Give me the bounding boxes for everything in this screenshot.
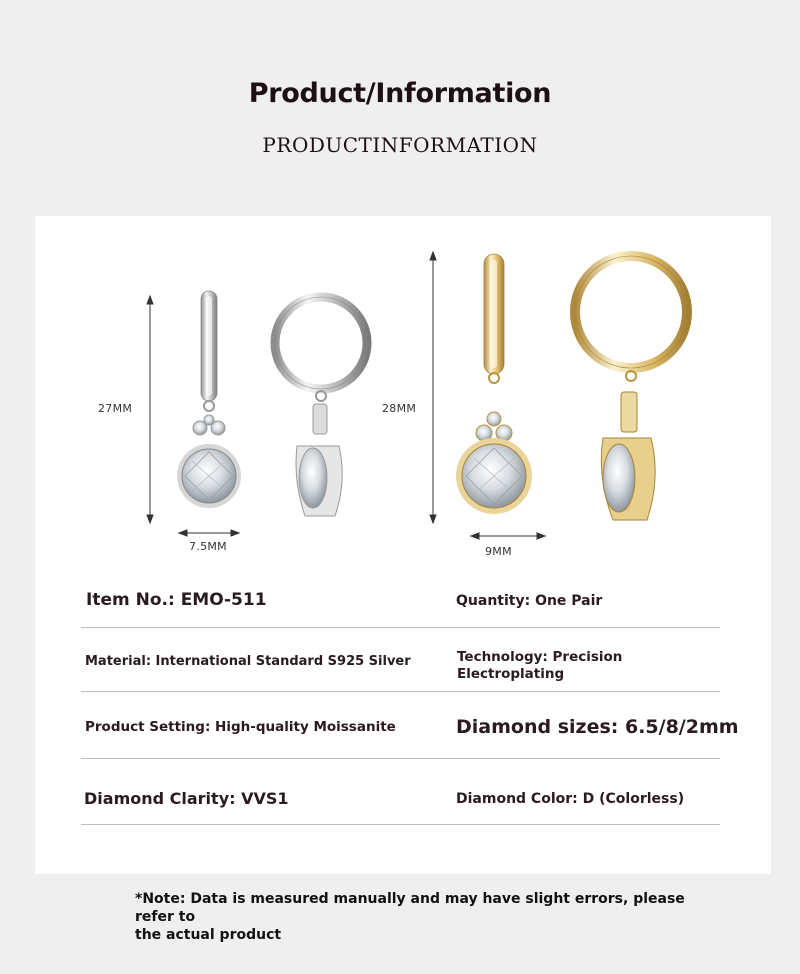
diamond-clarity: Diamond Clarity: VVS1	[84, 789, 289, 808]
earrings-illustration	[35, 216, 771, 556]
silver-width-arrow	[179, 530, 239, 536]
gold-height-label: 28MM	[382, 402, 417, 415]
gold-width-label: 9MM	[485, 545, 512, 558]
diamond-sizes: Diamond sizes: 6.5/8/2mm	[456, 716, 739, 738]
table-divider	[81, 824, 720, 825]
gold-earring-front	[456, 254, 532, 514]
technology	[457, 649, 622, 683]
table-divider	[81, 691, 720, 692]
quantity: Quantity: One Pair	[456, 593, 603, 609]
silver-width-label: 7.5MM	[189, 540, 227, 553]
gold-earring-side	[575, 256, 687, 520]
page-title: Product/Information	[248, 78, 552, 109]
silver-height-label: 27MM	[98, 402, 133, 415]
material: Material: International Standard S925 Silver	[85, 654, 411, 669]
diamond-color: Diamond Color: D (Colorless)	[456, 791, 685, 807]
silver-height-arrow	[147, 296, 153, 523]
item-number: Item No.: EMO-511	[86, 590, 267, 610]
gold-height-arrow	[430, 252, 436, 523]
note-line-1: *Note: Data is measured manually and may have slight errors, please refer to	[135, 891, 685, 925]
gold-width-arrow	[471, 533, 545, 539]
technology-line-1: Technology: Precision	[457, 649, 623, 665]
product-setting: Product Setting: High-quality Moissanite	[85, 719, 396, 735]
table-divider	[81, 627, 720, 628]
measurement-note	[135, 890, 695, 944]
product-info-panel	[35, 216, 771, 874]
technology-line-2: Electroplating	[457, 666, 565, 682]
page-subtitle: PRODUCTINFORMATION	[262, 133, 538, 157]
note-line-2: the actual product	[135, 927, 282, 943]
table-divider	[81, 758, 720, 759]
silver-earring-side	[275, 297, 367, 516]
silver-earring-front	[177, 291, 241, 508]
